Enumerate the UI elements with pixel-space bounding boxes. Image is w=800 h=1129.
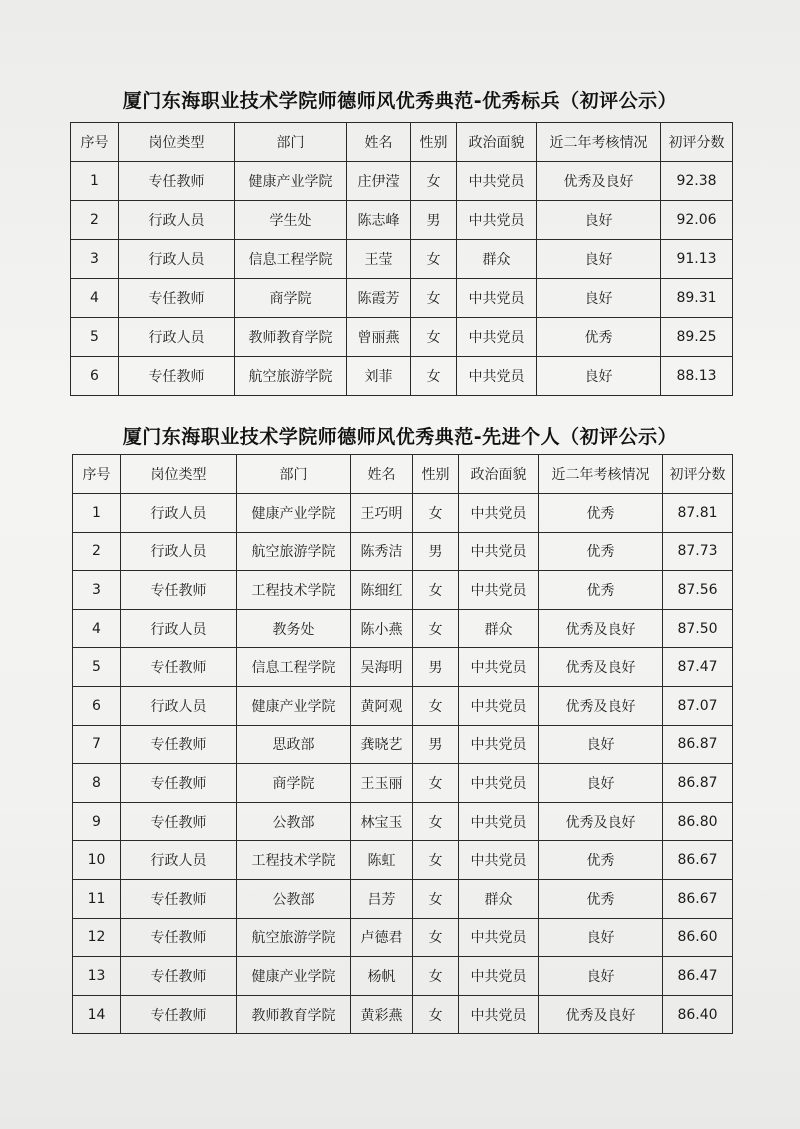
index-cell: 3 — [73, 571, 121, 610]
index-cell: 12 — [73, 918, 121, 957]
column-header-score: 初评分数 — [661, 123, 733, 162]
position-type-cell: 专任教师 — [121, 918, 237, 957]
column-header-political-status: 政治面貌 — [459, 455, 539, 494]
column-header-gender: 性别 — [413, 455, 459, 494]
score-cell: 89.25 — [661, 318, 733, 357]
column-header-gender: 性别 — [411, 123, 457, 162]
name-cell: 黄阿观 — [351, 686, 413, 725]
department-cell: 学生处 — [235, 201, 347, 240]
assessment-cell: 良好 — [539, 918, 663, 957]
position-type-cell: 专任教师 — [119, 162, 235, 201]
table-row — [73, 494, 733, 533]
score-cell: 86.80 — [663, 802, 733, 841]
score-cell: 92.06 — [661, 201, 733, 240]
column-header-assessment: 近二年考核情况 — [537, 123, 661, 162]
assessment-cell: 优秀 — [539, 571, 663, 610]
table-row — [73, 841, 733, 880]
political-status-cell: 中共党员 — [459, 686, 539, 725]
gender-cell: 女 — [413, 686, 459, 725]
score-cell: 86.87 — [663, 764, 733, 803]
column-header-position-type: 岗位类型 — [119, 123, 235, 162]
department-cell: 健康产业学院 — [237, 957, 351, 996]
department-cell: 健康产业学院 — [235, 162, 347, 201]
position-type-cell: 行政人员 — [119, 240, 235, 279]
advanced-individual-table — [72, 454, 733, 1034]
table-row — [71, 201, 733, 240]
index-cell: 4 — [73, 609, 121, 648]
index-cell: 11 — [73, 879, 121, 918]
index-cell: 8 — [73, 764, 121, 803]
section1-title: 厦门东海职业技术学院师德师风优秀典范-优秀标兵（初评公示） — [122, 90, 678, 112]
score-cell: 87.07 — [663, 686, 733, 725]
department-cell: 航空旅游学院 — [237, 918, 351, 957]
assessment-cell: 优秀 — [539, 494, 663, 533]
gender-cell: 女 — [411, 318, 457, 357]
score-cell: 92.38 — [661, 162, 733, 201]
position-type-cell: 专任教师 — [121, 802, 237, 841]
score-cell: 86.87 — [663, 725, 733, 764]
name-cell: 曾丽燕 — [347, 318, 411, 357]
gender-cell: 女 — [411, 357, 457, 396]
index-cell: 14 — [73, 995, 121, 1034]
position-type-cell: 专任教师 — [121, 571, 237, 610]
political-status-cell: 中共党员 — [459, 532, 539, 571]
department-cell: 工程技术学院 — [237, 571, 351, 610]
index-cell: 2 — [71, 201, 119, 240]
score-cell: 87.56 — [663, 571, 733, 610]
index-cell: 2 — [73, 532, 121, 571]
assessment-cell: 良好 — [537, 201, 661, 240]
position-type-cell: 专任教师 — [119, 279, 235, 318]
table-row — [73, 532, 733, 571]
political-status-cell: 中共党员 — [459, 802, 539, 841]
name-cell: 王莹 — [347, 240, 411, 279]
table-header-row — [73, 455, 733, 494]
gender-cell: 女 — [413, 995, 459, 1034]
political-status-cell: 中共党员 — [459, 841, 539, 880]
score-cell: 86.67 — [663, 841, 733, 880]
column-header-department: 部门 — [237, 455, 351, 494]
score-cell: 86.47 — [663, 957, 733, 996]
table-row — [71, 279, 733, 318]
table-row — [73, 609, 733, 648]
index-cell: 13 — [73, 957, 121, 996]
name-cell: 王巧明 — [351, 494, 413, 533]
score-cell: 87.50 — [663, 609, 733, 648]
index-cell: 5 — [71, 318, 119, 357]
name-cell: 陈秀洁 — [351, 532, 413, 571]
table-header-row — [71, 123, 733, 162]
name-cell: 陈志峰 — [347, 201, 411, 240]
name-cell: 吕芳 — [351, 879, 413, 918]
assessment-cell: 良好 — [539, 957, 663, 996]
name-cell: 陈虹 — [351, 841, 413, 880]
exemplar-table — [70, 122, 733, 396]
name-cell: 陈细红 — [351, 571, 413, 610]
name-cell: 庄伊滢 — [347, 162, 411, 201]
assessment-cell: 优秀及良好 — [537, 162, 661, 201]
political-status-cell: 中共党员 — [459, 648, 539, 687]
political-status-cell: 中共党员 — [459, 995, 539, 1034]
gender-cell: 女 — [411, 162, 457, 201]
position-type-cell: 专任教师 — [121, 725, 237, 764]
position-type-cell: 专任教师 — [121, 764, 237, 803]
political-status-cell: 群众 — [459, 609, 539, 648]
name-cell: 黄彩燕 — [351, 995, 413, 1034]
department-cell: 教师教育学院 — [237, 995, 351, 1034]
assessment-cell: 优秀 — [539, 532, 663, 571]
table-row — [71, 162, 733, 201]
index-cell: 6 — [73, 686, 121, 725]
department-cell: 商学院 — [235, 279, 347, 318]
assessment-cell: 优秀及良好 — [539, 802, 663, 841]
assessment-cell: 优秀 — [539, 841, 663, 880]
department-cell: 商学院 — [237, 764, 351, 803]
position-type-cell: 行政人员 — [121, 494, 237, 533]
score-cell: 86.60 — [663, 918, 733, 957]
table-row — [73, 648, 733, 687]
gender-cell: 男 — [411, 201, 457, 240]
political-status-cell: 中共党员 — [457, 318, 537, 357]
position-type-cell: 专任教师 — [121, 879, 237, 918]
name-cell: 陈小燕 — [351, 609, 413, 648]
political-status-cell: 群众 — [457, 240, 537, 279]
department-cell: 思政部 — [237, 725, 351, 764]
column-header-index: 序号 — [73, 455, 121, 494]
position-type-cell: 行政人员 — [119, 201, 235, 240]
name-cell: 卢德君 — [351, 918, 413, 957]
gender-cell: 女 — [413, 764, 459, 803]
gender-cell: 女 — [413, 841, 459, 880]
column-header-assessment: 近二年考核情况 — [539, 455, 663, 494]
gender-cell: 女 — [411, 279, 457, 318]
assessment-cell: 良好 — [537, 357, 661, 396]
assessment-cell: 良好 — [537, 279, 661, 318]
column-header-index: 序号 — [71, 123, 119, 162]
name-cell: 龚晓艺 — [351, 725, 413, 764]
index-cell: 4 — [71, 279, 119, 318]
name-cell: 吴海明 — [351, 648, 413, 687]
department-cell: 工程技术学院 — [237, 841, 351, 880]
political-status-cell: 中共党员 — [459, 725, 539, 764]
department-cell: 公教部 — [237, 879, 351, 918]
index-cell: 5 — [73, 648, 121, 687]
table-row — [73, 571, 733, 610]
table-row — [73, 879, 733, 918]
table-row — [73, 686, 733, 725]
name-cell: 陈霞芳 — [347, 279, 411, 318]
political-status-cell: 中共党员 — [459, 494, 539, 533]
gender-cell: 男 — [413, 648, 459, 687]
score-cell: 87.47 — [663, 648, 733, 687]
department-cell: 教务处 — [237, 609, 351, 648]
department-cell: 公教部 — [237, 802, 351, 841]
department-cell: 健康产业学院 — [237, 494, 351, 533]
assessment-cell: 优秀及良好 — [539, 995, 663, 1034]
political-status-cell: 中共党员 — [459, 764, 539, 803]
gender-cell: 女 — [413, 802, 459, 841]
gender-cell: 女 — [413, 918, 459, 957]
section2-title: 厦门东海职业技术学院师德师风优秀典范-先进个人（初评公示） — [122, 426, 678, 448]
score-cell: 86.40 — [663, 995, 733, 1034]
table-row — [71, 318, 733, 357]
index-cell: 1 — [73, 494, 121, 533]
table-row — [73, 725, 733, 764]
gender-cell: 男 — [413, 725, 459, 764]
department-cell: 教师教育学院 — [235, 318, 347, 357]
position-type-cell: 行政人员 — [119, 318, 235, 357]
index-cell: 9 — [73, 802, 121, 841]
assessment-cell: 优秀及良好 — [539, 609, 663, 648]
gender-cell: 女 — [413, 957, 459, 996]
department-cell: 航空旅游学院 — [235, 357, 347, 396]
index-cell: 10 — [73, 841, 121, 880]
name-cell: 王玉丽 — [351, 764, 413, 803]
score-cell: 91.13 — [661, 240, 733, 279]
gender-cell: 女 — [413, 609, 459, 648]
score-cell: 88.13 — [661, 357, 733, 396]
department-cell: 航空旅游学院 — [237, 532, 351, 571]
index-cell: 3 — [71, 240, 119, 279]
name-cell: 杨帆 — [351, 957, 413, 996]
assessment-cell: 优秀及良好 — [539, 686, 663, 725]
assessment-cell: 良好 — [539, 764, 663, 803]
position-type-cell: 行政人员 — [121, 609, 237, 648]
table-row — [73, 802, 733, 841]
political-status-cell: 群众 — [459, 879, 539, 918]
table-row — [73, 764, 733, 803]
political-status-cell: 中共党员 — [459, 918, 539, 957]
column-header-name: 姓名 — [351, 455, 413, 494]
political-status-cell: 中共党员 — [459, 957, 539, 996]
table-row — [73, 918, 733, 957]
column-header-name: 姓名 — [347, 123, 411, 162]
table-row — [73, 957, 733, 996]
position-type-cell: 专任教师 — [121, 648, 237, 687]
table-row — [71, 357, 733, 396]
position-type-cell: 专任教师 — [119, 357, 235, 396]
position-type-cell: 专任教师 — [121, 957, 237, 996]
gender-cell: 女 — [413, 571, 459, 610]
department-cell: 健康产业学院 — [237, 686, 351, 725]
score-cell: 86.67 — [663, 879, 733, 918]
political-status-cell: 中共党员 — [457, 162, 537, 201]
political-status-cell: 中共党员 — [457, 279, 537, 318]
assessment-cell: 良好 — [537, 240, 661, 279]
political-status-cell: 中共党员 — [457, 201, 537, 240]
column-header-score: 初评分数 — [663, 455, 733, 494]
assessment-cell: 优秀 — [539, 879, 663, 918]
gender-cell: 女 — [413, 494, 459, 533]
index-cell: 7 — [73, 725, 121, 764]
position-type-cell: 专任教师 — [121, 995, 237, 1034]
political-status-cell: 中共党员 — [459, 571, 539, 610]
score-cell: 87.73 — [663, 532, 733, 571]
gender-cell: 女 — [413, 879, 459, 918]
table-row — [71, 240, 733, 279]
assessment-cell: 良好 — [539, 725, 663, 764]
column-header-political-status: 政治面貌 — [457, 123, 537, 162]
position-type-cell: 行政人员 — [121, 686, 237, 725]
position-type-cell: 行政人员 — [121, 532, 237, 571]
index-cell: 6 — [71, 357, 119, 396]
score-cell: 89.31 — [661, 279, 733, 318]
position-type-cell: 行政人员 — [121, 841, 237, 880]
index-cell: 1 — [71, 162, 119, 201]
score-cell: 87.81 — [663, 494, 733, 533]
political-status-cell: 中共党员 — [457, 357, 537, 396]
department-cell: 信息工程学院 — [235, 240, 347, 279]
assessment-cell: 优秀 — [537, 318, 661, 357]
name-cell: 刘菲 — [347, 357, 411, 396]
name-cell: 林宝玉 — [351, 802, 413, 841]
department-cell: 信息工程学院 — [237, 648, 351, 687]
table-row — [73, 995, 733, 1034]
column-header-position-type: 岗位类型 — [121, 455, 237, 494]
assessment-cell: 优秀及良好 — [539, 648, 663, 687]
gender-cell: 女 — [411, 240, 457, 279]
gender-cell: 男 — [413, 532, 459, 571]
column-header-department: 部门 — [235, 123, 347, 162]
